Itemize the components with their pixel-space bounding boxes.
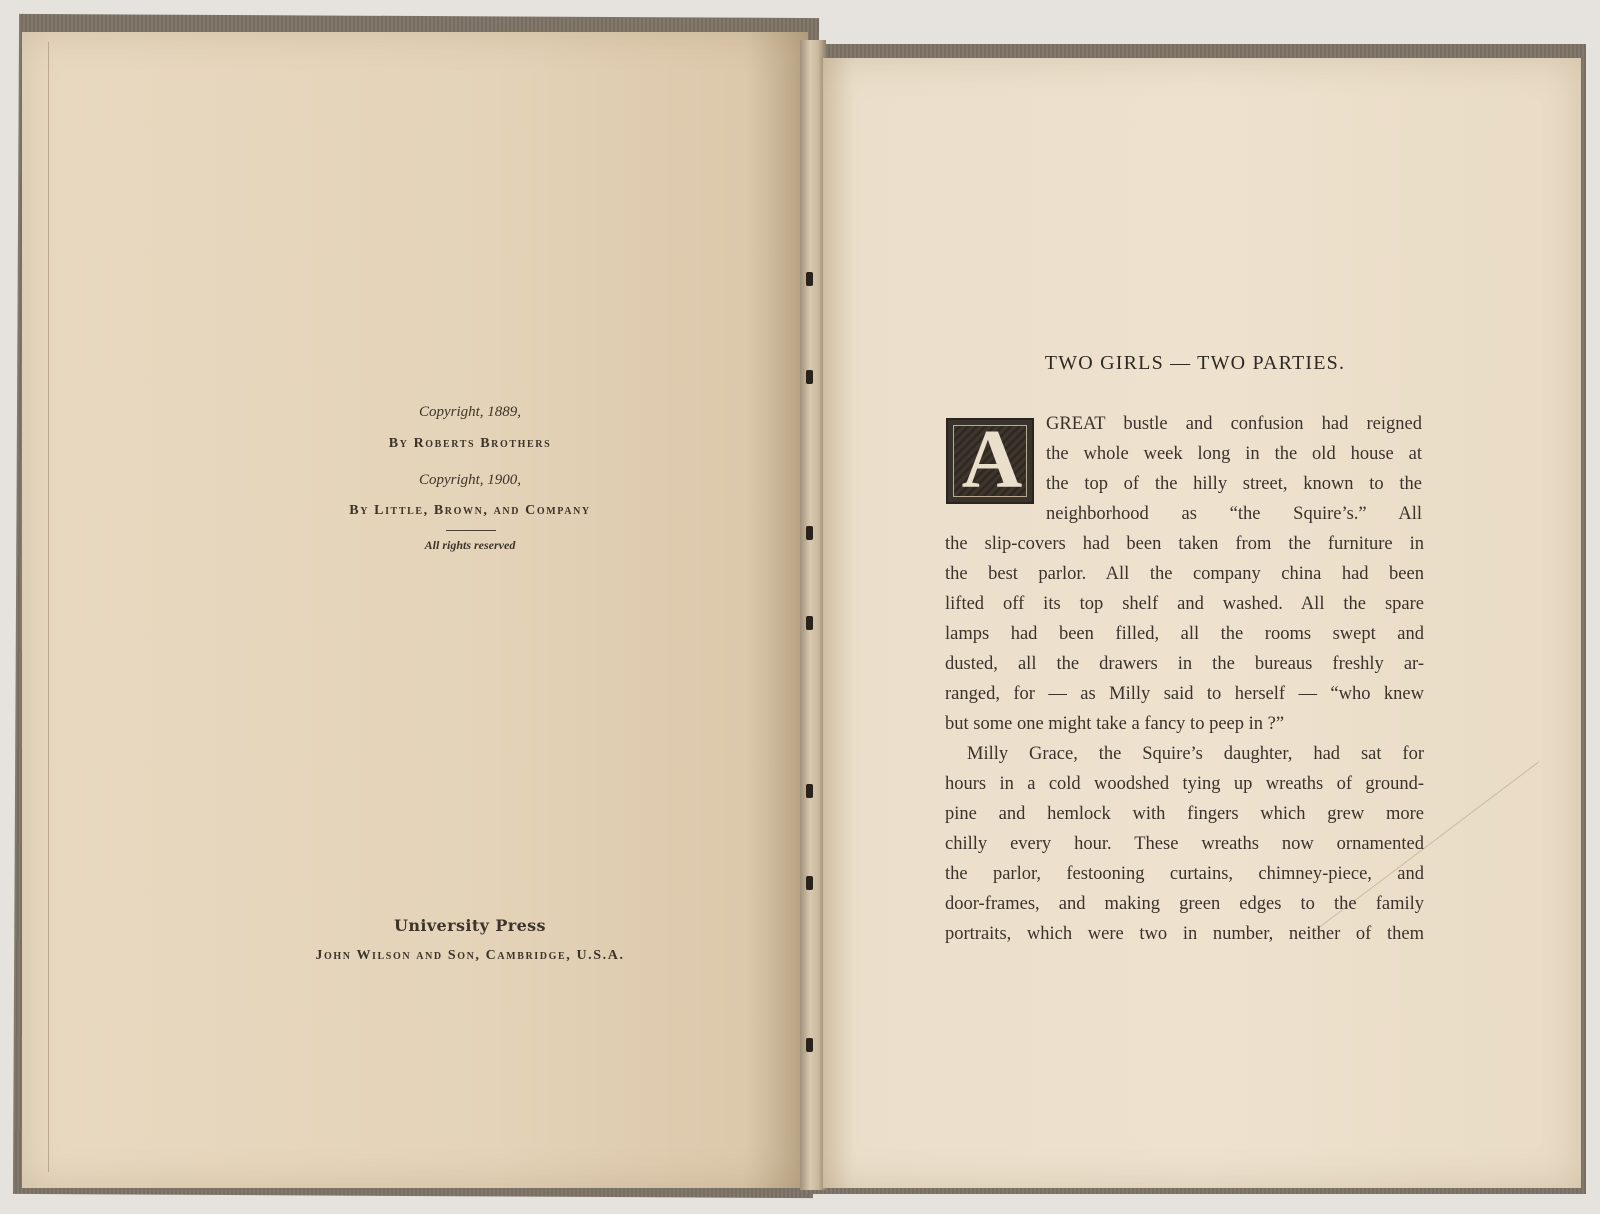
text-line: door-frames, and making green edges to the family bbox=[945, 894, 1424, 914]
imprint-divider bbox=[446, 530, 496, 531]
binding-stitch bbox=[806, 526, 813, 540]
binding-stitch bbox=[806, 876, 813, 890]
binding-stitch bbox=[806, 616, 813, 630]
text-line: portraits, which were two in number, neither of them bbox=[945, 924, 1424, 944]
text-line: the best parlor. All the company china had been bbox=[945, 564, 1424, 584]
binding-stitch bbox=[806, 784, 813, 798]
text-line: but some one might take a fancy to peep in ?” bbox=[945, 714, 1285, 734]
binding-stitch bbox=[806, 370, 813, 384]
text-line: the whole week long in the old house at bbox=[1046, 444, 1422, 464]
binding-stitch bbox=[806, 1038, 813, 1052]
text-line: chilly every hour. These wreaths now ornamented bbox=[945, 834, 1424, 854]
text-line: dusted, all the drawers in the bureaus freshly ar- bbox=[945, 654, 1424, 674]
text-line: GREAT bustle and confusion had reigned bbox=[1046, 414, 1422, 434]
copyright-page bbox=[22, 32, 808, 1188]
text-line: hours in a cold woodshed tying up wreaths of ground- bbox=[945, 774, 1424, 794]
text-line: neighborhood as “the Squire’s.” All bbox=[1046, 504, 1422, 524]
text-line: lamps had been filled, all the rooms swept and bbox=[945, 624, 1424, 644]
press-name: University Press bbox=[394, 916, 546, 935]
chapter-title: TWO GIRLS — TWO PARTIES. bbox=[1044, 352, 1346, 374]
text-line: the slip-covers had been taken from the furniture in bbox=[945, 534, 1424, 554]
copyright-1889: Copyright, 1889, bbox=[418, 404, 522, 420]
text-line: lifted off its top shelf and washed. All the spare bbox=[945, 594, 1424, 614]
publisher-little-brown: By Little, Brown, and Company bbox=[349, 503, 591, 518]
printer-line: John Wilson and Son, Cambridge, U.S.A. bbox=[315, 948, 625, 963]
rights-notice: All rights reserved bbox=[424, 538, 516, 552]
text-line: ranged, for — as Milly said to herself — “who knew bbox=[945, 684, 1424, 704]
drop-cap-letter: A bbox=[961, 413, 1023, 506]
chapter-page bbox=[823, 58, 1581, 1188]
text-line: the parlor, festooning curtains, chimney-piece, and bbox=[945, 864, 1424, 884]
copyright-1900: Copyright, 1900, bbox=[418, 472, 522, 488]
text-line: Milly Grace, the Squire’s daughter, had sat for bbox=[967, 744, 1424, 764]
endpaper-edge bbox=[48, 42, 49, 1172]
drop-cap-ornament bbox=[946, 413, 1034, 506]
text-line: the top of the hilly street, known to the bbox=[1046, 474, 1422, 494]
text-line: pine and hemlock with fingers which grew more bbox=[945, 804, 1424, 824]
binding-stitch bbox=[806, 272, 813, 286]
publisher-roberts-brothers: By Roberts Brothers bbox=[388, 436, 552, 451]
